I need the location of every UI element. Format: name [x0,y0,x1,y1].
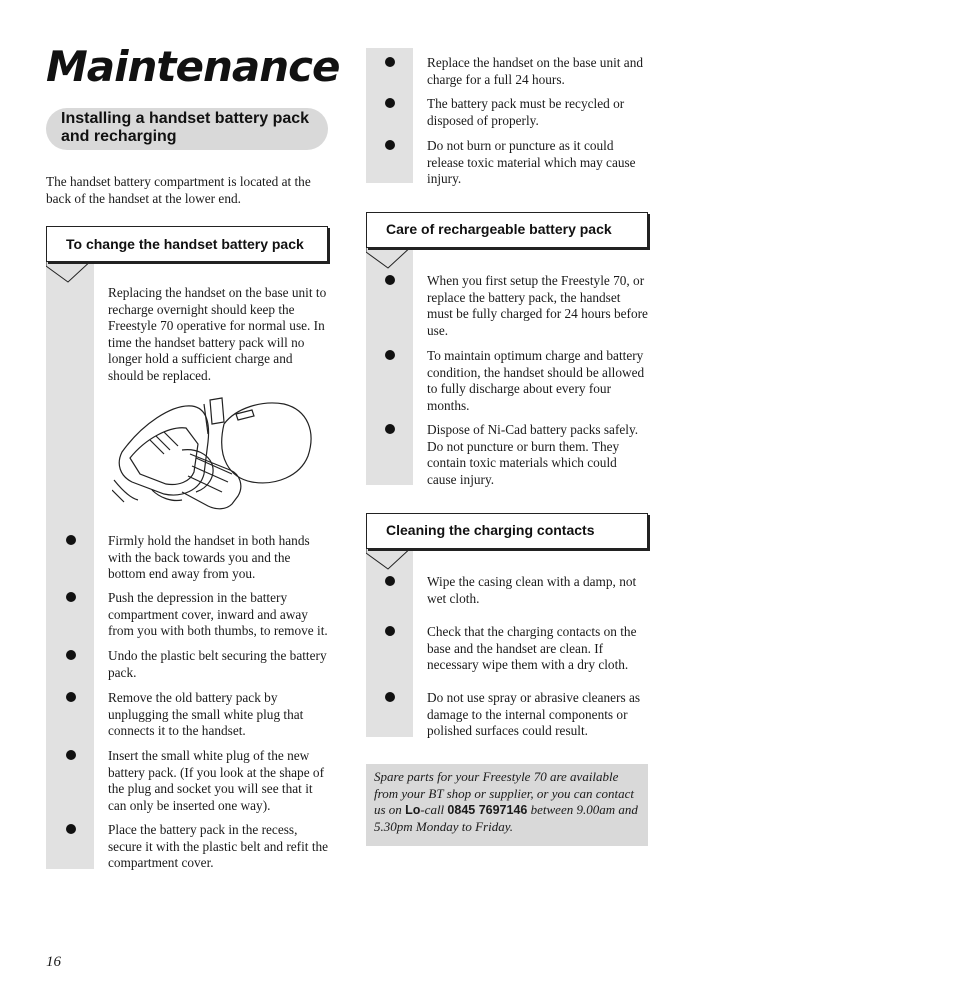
bullet-icon [385,57,395,67]
bullet-icon [385,275,395,285]
cleaning-step: Check that the charging contacts on the base and the handset are clean. If necessary wipe them with a dry cloth. [427,624,637,673]
left-column-bar [46,262,94,869]
section-heading: Installing a handset battery pack and recharging [61,110,310,145]
change-pack-step: Push the depression in the battery compartment cover, inward and away from you with both thumbs, to remove it. [108,590,328,639]
continued-step: The battery pack must be recycled or disposed of properly. [427,96,625,128]
bullet-icon [385,350,395,360]
bullet-icon [66,535,76,545]
spare-parts-text: Spare parts for your Freestyle 70 are available from your BT shop or supplier, or you can contact us on [374,769,634,818]
continued-step: Replace the handset on the base unit and charge for a full 24 hours. [427,55,644,87]
change-pack-step: Insert the small white plug of the new battery pack. (If you look at the shape of the plug and socket you will see that it can only be inserted one way). [108,748,324,813]
bullet-icon [66,824,76,834]
bullet-icon [385,98,395,108]
page-title: Maintenance [46,42,340,91]
change-pack-intro: Replacing the handset on the base unit to recharge overnight should keep the Freestyle 70 operative for normal use. In time the handset battery pack will no longer hold a sufficient charge and should be replaced. [108,285,327,383]
care-step: Dispose of Ni-Cad battery packs safely. Do not puncture or burn them. They contain toxic materials which could cause injury. [427,422,639,487]
bullet-icon [385,626,395,636]
change-pack-step: Undo the plastic belt securing the battery pack. [108,648,327,680]
bullet-icon [385,692,395,702]
section-intro: The handset battery compartment is located at the back of the handset at the lower end. [46,174,311,206]
bullet-icon [385,576,395,586]
spare-parts-hours: between 9.00am and 5.30pm Monday to Friday. [374,802,638,835]
lo-call-suffix: -call [420,802,445,818]
bullet-icon [66,750,76,760]
change-pack-heading: To change the handset battery pack [66,236,304,252]
page-number: 16 [46,954,61,970]
care-step: When you first setup the Freestyle 70, or replace the battery pack, the handset must be fully charged for 24 hours before use. [427,273,648,338]
bullet-icon [66,592,76,602]
cleaning-heading: Cleaning the charging contacts [386,522,595,538]
care-heading: Care of rechargeable battery pack [386,221,612,237]
cleaning-step: Wipe the casing clean with a damp, not wet cloth. [427,574,637,606]
lo-call-brand: Lo [405,803,421,818]
bullet-icon [66,692,76,702]
care-step: To maintain optimum charge and battery condition, the handset should be allowed to fully discharge about every four months. [427,348,645,413]
change-pack-step: Firmly hold the handset in both hands with the back towards you and the bottom end away from you. [108,533,310,582]
spare-parts-note [374,769,644,836]
change-pack-step: Place the battery pack in the recess, secure it with the plastic belt and refit the compartment cover. [108,822,329,871]
change-pack-step: Remove the old battery pack by unplugging the small white plug that connects it to the handset. [108,690,304,739]
cleaning-step: Do not use spray or abrasive cleaners as damage to the internal components or polished surfaces could result. [427,690,641,739]
continued-bar [366,48,413,183]
continued-step: Do not burn or puncture as it could release toxic material which may cause injury. [427,138,636,187]
bullet-icon [385,424,395,434]
bullet-icon [385,140,395,150]
bullet-icon [66,650,76,660]
battery-compartment-illustration [112,394,318,514]
phone-number: 0845 7697146 [447,803,528,818]
